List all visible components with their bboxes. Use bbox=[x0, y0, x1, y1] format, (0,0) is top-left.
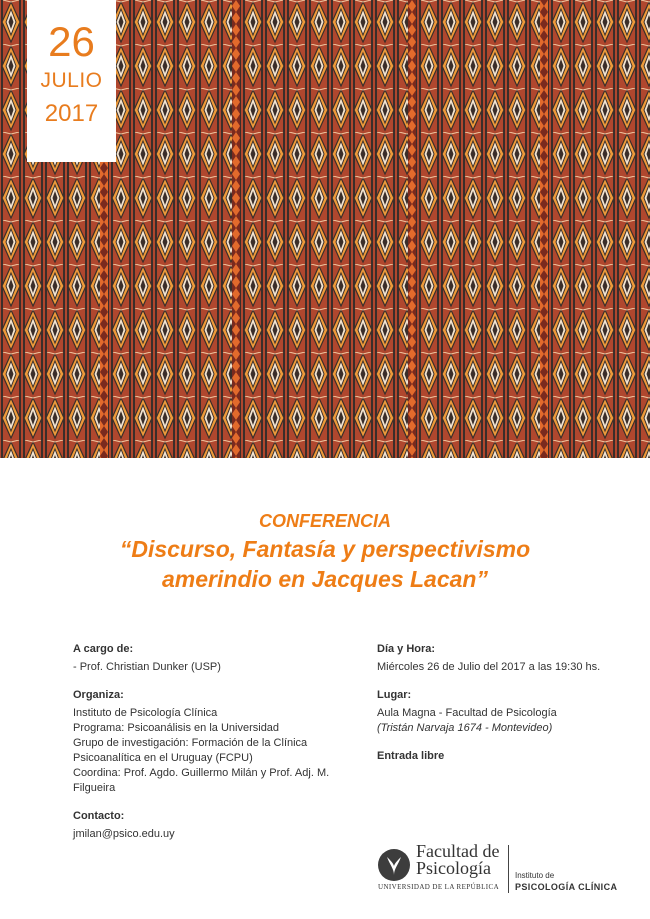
lugar-value: Aula Magna - Facultad de Psicología bbox=[377, 707, 557, 719]
a-cargo-value: - Prof. Christian Dunker (USP) bbox=[73, 661, 221, 673]
contacto-email[interactable]: jmilan@psico.edu.uy bbox=[73, 828, 175, 840]
date-box bbox=[27, 0, 116, 162]
facultad-line2: Psicología bbox=[416, 858, 491, 878]
event-title-line2: amerindio en Jacques Lacan” bbox=[162, 566, 488, 592]
event-kind: CONFERENCIA bbox=[258, 511, 391, 531]
entrada-libre: Entrada libre bbox=[377, 750, 445, 762]
dia-hora-value: Miércoles 26 de Julio del 2017 a las 19:30 hs. bbox=[377, 661, 601, 673]
event-title-block bbox=[0, 508, 650, 594]
event-title-line1: “Discurso, Fantasía y perspectivismo bbox=[119, 536, 531, 562]
organiza-line: Psicoanalítica en el Uruguay (FCPU) bbox=[73, 752, 253, 764]
a-cargo-label: A cargo de: bbox=[73, 643, 134, 655]
date-year: 2017 bbox=[44, 100, 99, 127]
instituto-line1: Instituto de bbox=[515, 871, 555, 880]
facultad-name bbox=[416, 843, 499, 877]
lugar-address: (Tristán Narvaja 1674 - Montevideo) bbox=[377, 722, 553, 734]
left-column bbox=[73, 642, 363, 855]
organiza-line: Instituto de Psicología Clínica bbox=[73, 707, 218, 719]
organiza-line: Coordina: Prof. Agdo. Guillermo Milán y Prof. Adj. M. Filgueira bbox=[73, 767, 330, 794]
contacto-label: Contacto: bbox=[73, 810, 125, 822]
right-column bbox=[377, 642, 637, 777]
date-month: JULIO bbox=[40, 69, 103, 92]
psicologia-logo-icon bbox=[378, 849, 410, 881]
dia-hora-label: Día y Hora: bbox=[377, 643, 436, 655]
date-day: 26 bbox=[48, 18, 95, 65]
organiza-line: Programa: Psicoanálisis en la Universidad bbox=[73, 722, 280, 734]
instituto-line2: PSICOLOGÍA CLÍNICA bbox=[515, 882, 618, 892]
organiza-line: Grupo de investigación: Formación de la Clínica bbox=[73, 737, 308, 749]
organiza-label: Organiza: bbox=[73, 689, 124, 701]
universidad-name: UNIVERSIDAD DE LA REPÚBLICA bbox=[378, 883, 500, 891]
textile-pattern-banner bbox=[0, 0, 650, 458]
lugar-label: Lugar: bbox=[377, 689, 412, 701]
facultad-line1: Facultad de bbox=[416, 841, 500, 861]
facultad-logo bbox=[378, 843, 638, 895]
logo-divider bbox=[508, 845, 509, 893]
